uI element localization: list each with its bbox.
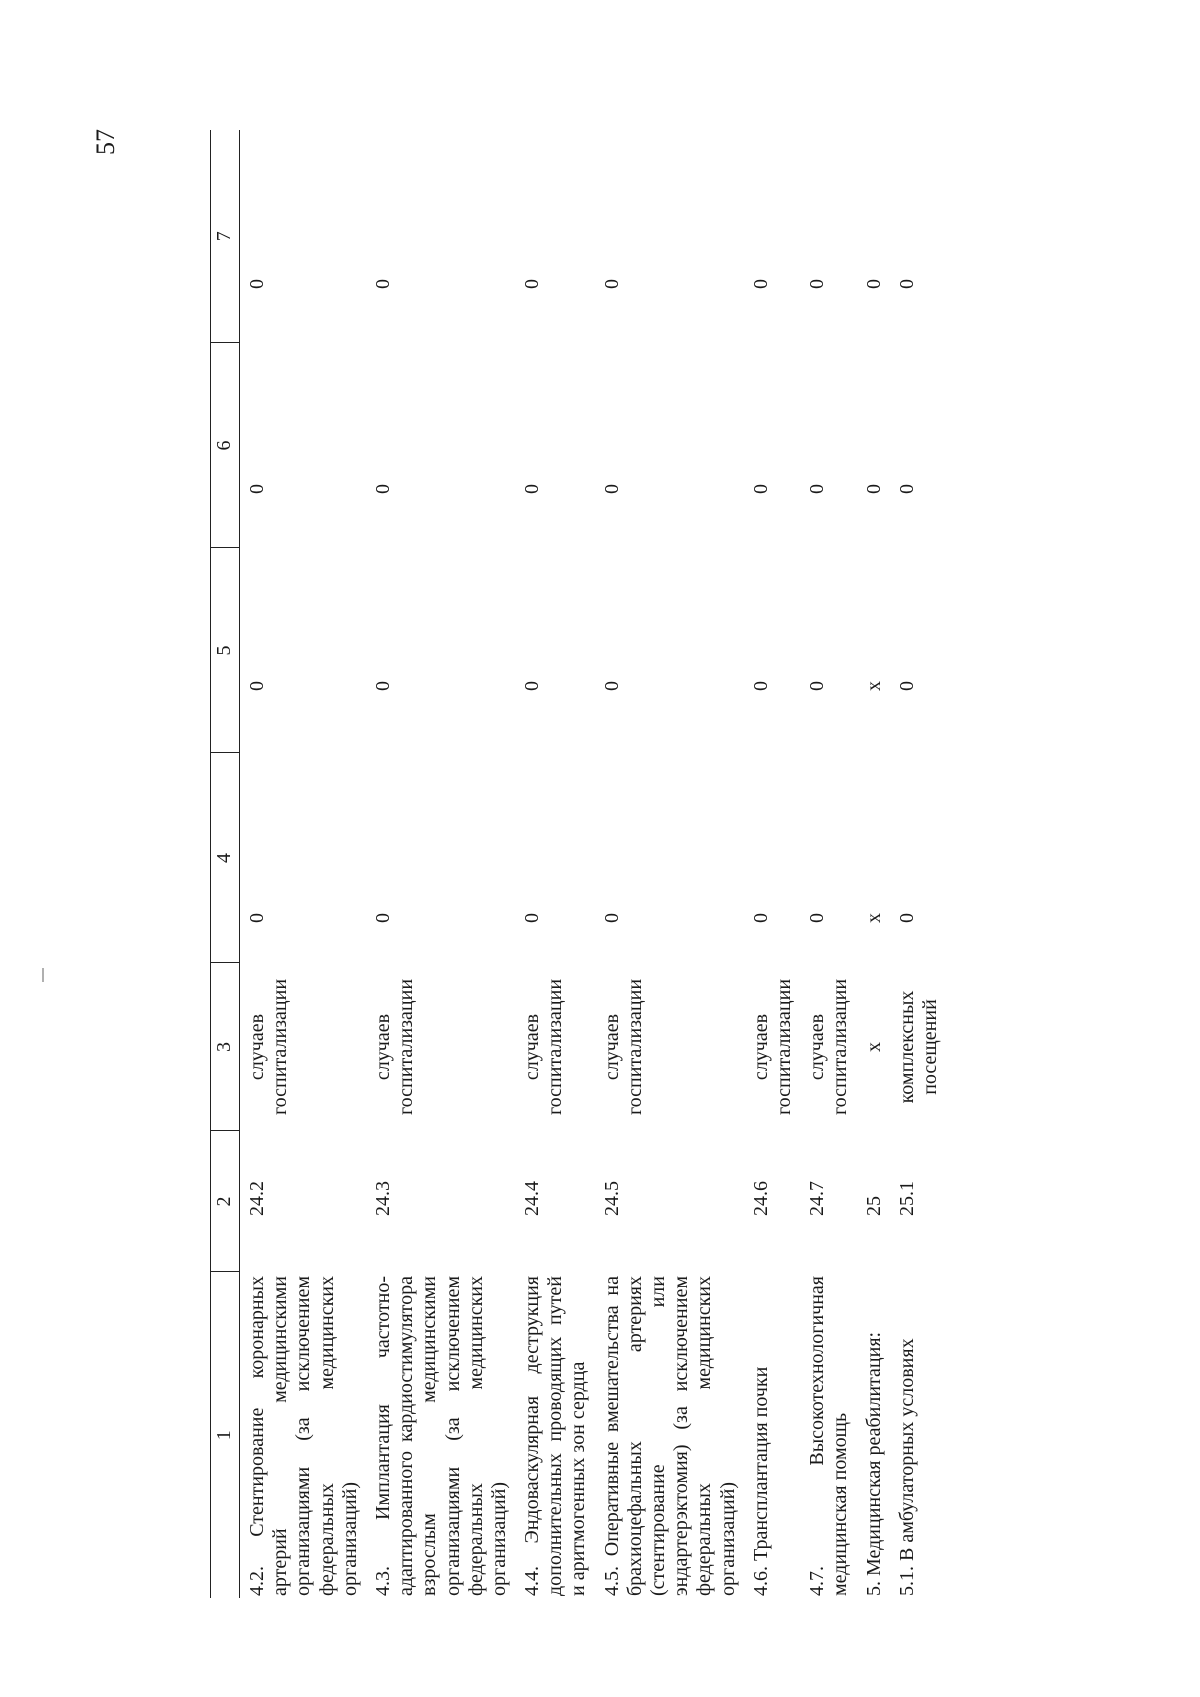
row-value-4: 0	[600, 913, 623, 923]
row-code: 24.4	[521, 1181, 544, 1216]
column-header: 5	[211, 548, 240, 753]
row-value-5: 0	[895, 681, 918, 691]
scan-artifact	[42, 968, 44, 982]
rotated-page-content	[210, 130, 990, 1598]
row-name: 4.7. Высокотехнологичная медицинская помощь	[806, 1276, 852, 1596]
data-table	[210, 130, 946, 1598]
row-value-4: 0	[521, 913, 544, 923]
row-value-7: 0	[806, 279, 829, 289]
row-code: 24.7	[806, 1181, 829, 1216]
row-value-5: 0	[246, 681, 268, 691]
column-header: 6	[211, 343, 240, 548]
column-header: 2	[211, 1131, 240, 1272]
row-value-6: 0	[246, 484, 268, 494]
row-value-5: 0	[806, 681, 829, 691]
row-name: 4.6. Трансплантация почки	[749, 1366, 772, 1596]
row-value-6: 0	[371, 484, 394, 494]
column-header: 4	[211, 753, 240, 963]
row-value-4: х	[862, 913, 885, 923]
row-value-7: 0	[521, 279, 544, 289]
table-header-row	[211, 130, 240, 1598]
row-value-6: 0	[600, 484, 623, 494]
row-value-5: 0	[749, 681, 772, 691]
row-name: 4.5. Оперативные вмешательства на брахиоцефальных артериях (стентирование или эндартерэктомия) (за исключением федеральных медицинских организаций)	[600, 1276, 739, 1596]
table-row	[240, 130, 366, 1598]
row-value-4: 0	[806, 913, 829, 923]
row-value-7: 0	[246, 279, 268, 289]
column-header: 7	[211, 130, 240, 343]
row-unit: случаев госпитализации	[246, 978, 292, 1116]
row-value-4: 0	[371, 913, 394, 923]
row-value-7: 0	[862, 279, 885, 289]
row-unit: комплексных посещений	[895, 990, 941, 1104]
row-value-6: 0	[806, 484, 829, 494]
table-row	[890, 130, 946, 1598]
column-header: 1	[211, 1272, 240, 1598]
row-value-7: 0	[600, 279, 623, 289]
row-code: 24.5	[600, 1181, 623, 1216]
row-value-6: 0	[895, 484, 918, 494]
row-name: 5. Медицинская реабилитация:	[862, 1331, 885, 1596]
page-number: 57	[91, 129, 120, 155]
table-row	[515, 130, 595, 1598]
table-row	[800, 130, 856, 1598]
row-unit: случаев госпитализации	[521, 978, 567, 1116]
row-value-6: 0	[862, 484, 885, 494]
row-value-4: 0	[246, 913, 268, 923]
column-header: 3	[211, 963, 240, 1131]
row-name: 4.2. Стентирование коронарных артерий медицинскими организациями (за исключением федеральных медицинских организаций)	[246, 1276, 361, 1596]
row-value-6: 0	[749, 484, 772, 494]
row-value-4: 0	[895, 913, 918, 923]
table-row	[595, 130, 744, 1598]
row-value-5: х	[862, 681, 885, 691]
row-code: 24.2	[246, 1181, 268, 1216]
row-name: 5.1. В амбулаторных условиях	[895, 1338, 918, 1596]
row-code: 25	[862, 1196, 885, 1216]
row-name: 4.4. Эндоваскулярная деструкция дополнительных проводящих путей и аритмогенных зон сердца	[521, 1276, 590, 1596]
row-value-5: 0	[371, 681, 394, 691]
row-value-7: 0	[371, 279, 394, 289]
row-name: 4.3. Имплантация частотно-адаптированного кардиостимулятора взрослым медицинскими организациями (за исключением федеральных медицинских организаций)	[371, 1276, 510, 1596]
table-row	[744, 130, 800, 1598]
row-value-6: 0	[521, 484, 544, 494]
row-value-7: 0	[895, 279, 918, 289]
row-code: 25.1	[895, 1181, 918, 1216]
row-value-4: 0	[749, 913, 772, 923]
table-row	[366, 130, 515, 1598]
row-unit: х	[862, 1042, 885, 1052]
row-unit: случаев госпитализации	[806, 978, 852, 1116]
row-value-5: 0	[521, 681, 544, 691]
row-unit: случаев госпитализации	[749, 978, 795, 1116]
row-code: 24.6	[749, 1181, 772, 1216]
row-unit: случаев госпитализации	[371, 978, 418, 1116]
row-value-5: 0	[600, 681, 623, 691]
row-unit: случаев госпитализации	[600, 978, 646, 1116]
row-code: 24.3	[371, 1181, 394, 1216]
row-value-7: 0	[749, 279, 772, 289]
table-row	[857, 130, 890, 1598]
